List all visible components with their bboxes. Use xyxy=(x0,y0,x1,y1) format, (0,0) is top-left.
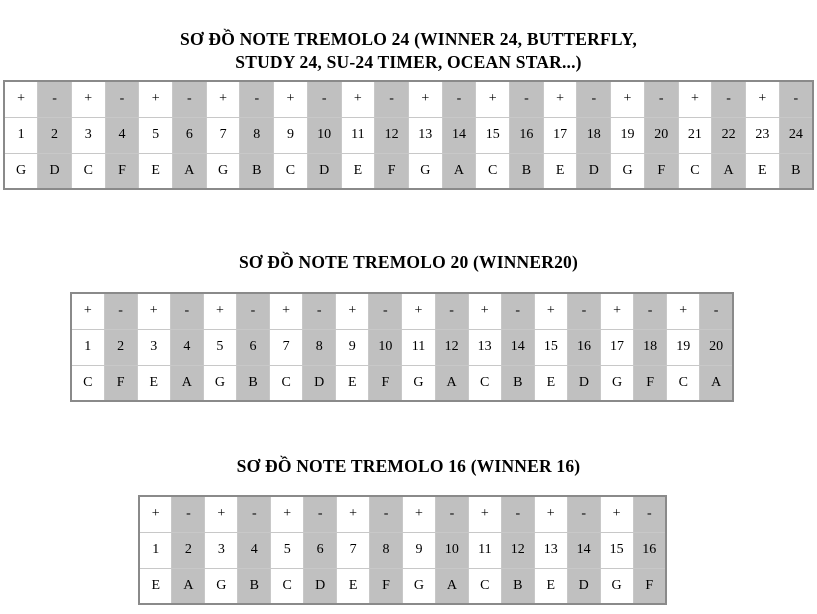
note-cell: A xyxy=(435,568,468,604)
sign-cell: + xyxy=(274,81,308,117)
hole-number-cell: 18 xyxy=(634,329,667,365)
hole-number-row xyxy=(139,532,666,568)
note-cell: G xyxy=(402,365,435,401)
sign-cell: + xyxy=(476,81,510,117)
note-cell: C xyxy=(678,153,712,189)
sign-cell: + xyxy=(678,81,712,117)
hole-number-cell: 7 xyxy=(206,117,240,153)
chart-24-table xyxy=(3,80,814,190)
sign-cell: - xyxy=(236,293,269,329)
hole-number-cell: 9 xyxy=(403,532,436,568)
note-row xyxy=(4,153,813,189)
sign-cell: - xyxy=(105,81,139,117)
sign-cell: + xyxy=(601,293,634,329)
note-cell: G xyxy=(601,365,634,401)
note-cell: B xyxy=(238,568,271,604)
note-cell: D xyxy=(304,568,337,604)
chart-20-title-line-1: SƠ ĐỒ NOTE TREMOLO 20 (WINNER20) xyxy=(238,252,579,272)
note-cell: A xyxy=(700,365,733,401)
hole-number-cell: 8 xyxy=(240,117,274,153)
hole-number-cell: 20 xyxy=(644,117,678,153)
sign-cell: + xyxy=(139,81,173,117)
hole-number-cell: 5 xyxy=(139,117,173,153)
note-cell: F xyxy=(634,365,667,401)
sign-cell: - xyxy=(369,293,402,329)
hole-number-cell: 9 xyxy=(336,329,369,365)
hole-number-cell: 20 xyxy=(700,329,733,365)
sign-row xyxy=(139,496,666,532)
chart-20-title xyxy=(0,251,817,274)
sign-cell: + xyxy=(468,496,501,532)
sign-cell: - xyxy=(170,293,203,329)
note-cell: F xyxy=(375,153,409,189)
chart-16-table xyxy=(138,495,667,605)
sign-cell: - xyxy=(712,81,746,117)
sign-cell: - xyxy=(304,496,337,532)
hole-number-cell: 16 xyxy=(510,117,544,153)
sign-cell: - xyxy=(700,293,733,329)
note-cell: D xyxy=(303,365,336,401)
note-cell: C xyxy=(271,568,304,604)
sign-cell: + xyxy=(336,293,369,329)
sign-cell: + xyxy=(270,293,303,329)
hole-number-cell: 18 xyxy=(577,117,611,153)
hole-number-cell: 1 xyxy=(139,532,172,568)
hole-number-cell: 2 xyxy=(38,117,72,153)
note-cell: E xyxy=(139,568,172,604)
hole-number-cell: 17 xyxy=(543,117,577,153)
note-cell: C xyxy=(71,365,104,401)
sign-cell: - xyxy=(173,81,207,117)
note-cell: G xyxy=(403,568,436,604)
hole-number-cell: 19 xyxy=(667,329,700,365)
hole-number-cell: 15 xyxy=(476,117,510,153)
note-cell: D xyxy=(307,153,341,189)
chart-24-title-line-1: SƠ ĐỒ NOTE TREMOLO 24 (WINNER 24, BUTTERFLY, xyxy=(180,29,637,49)
hole-number-cell: 5 xyxy=(271,532,304,568)
note-cell: E xyxy=(137,365,170,401)
sign-cell: - xyxy=(644,81,678,117)
hole-number-cell: 23 xyxy=(745,117,779,153)
hole-number-cell: 13 xyxy=(534,532,567,568)
hole-number-cell: 13 xyxy=(468,329,501,365)
note-cell: D xyxy=(567,365,600,401)
sign-cell: - xyxy=(634,293,667,329)
sign-cell: + xyxy=(600,496,633,532)
hole-number-cell: 15 xyxy=(534,329,567,365)
note-cell: G xyxy=(203,365,236,401)
note-cell: B xyxy=(501,568,534,604)
note-cell: E xyxy=(543,153,577,189)
note-cell: A xyxy=(442,153,476,189)
note-cell: E xyxy=(534,568,567,604)
sign-cell: - xyxy=(370,496,403,532)
note-cell: B xyxy=(510,153,544,189)
note-cell: C xyxy=(667,365,700,401)
sign-cell: + xyxy=(203,293,236,329)
note-cell: E xyxy=(337,568,370,604)
sign-cell: + xyxy=(271,496,304,532)
note-cell: C xyxy=(274,153,308,189)
hole-number-cell: 4 xyxy=(238,532,271,568)
sign-cell: - xyxy=(172,496,205,532)
hole-number-cell: 10 xyxy=(435,532,468,568)
note-cell: A xyxy=(170,365,203,401)
sign-cell: - xyxy=(38,81,72,117)
note-cell: E xyxy=(341,153,375,189)
note-cell: A xyxy=(435,365,468,401)
sign-cell: - xyxy=(501,496,534,532)
hole-number-cell: 2 xyxy=(172,532,205,568)
sign-cell: - xyxy=(375,81,409,117)
note-row xyxy=(139,568,666,604)
sign-cell: - xyxy=(303,293,336,329)
note-cell: B xyxy=(779,153,813,189)
hole-number-cell: 4 xyxy=(105,117,139,153)
hole-number-cell: 10 xyxy=(369,329,402,365)
hole-number-cell: 3 xyxy=(71,117,105,153)
sign-cell: + xyxy=(205,496,238,532)
sign-cell: - xyxy=(577,81,611,117)
sign-cell: + xyxy=(337,496,370,532)
sign-cell: - xyxy=(238,496,271,532)
hole-number-cell: 14 xyxy=(501,329,534,365)
hole-number-cell: 6 xyxy=(236,329,269,365)
note-cell: F xyxy=(633,568,666,604)
hole-number-cell: 6 xyxy=(304,532,337,568)
hole-number-cell: 17 xyxy=(601,329,634,365)
chart-24-title-line-2: STUDY 24, SU-24 TIMER, OCEAN STAR...) xyxy=(235,52,582,72)
sign-cell: + xyxy=(71,293,104,329)
sign-cell: - xyxy=(779,81,813,117)
note-cell: E xyxy=(336,365,369,401)
note-cell: C xyxy=(468,365,501,401)
sign-cell: - xyxy=(442,81,476,117)
chart-16-title xyxy=(0,455,817,478)
hole-number-cell: 11 xyxy=(341,117,375,153)
note-cell: G xyxy=(408,153,442,189)
hole-number-cell: 6 xyxy=(173,117,207,153)
hole-number-cell: 19 xyxy=(611,117,645,153)
note-cell: A xyxy=(173,153,207,189)
chart-20-table xyxy=(70,292,734,402)
note-cell: B xyxy=(501,365,534,401)
hole-number-cell: 12 xyxy=(501,532,534,568)
hole-number-cell: 8 xyxy=(370,532,403,568)
sign-cell: + xyxy=(403,496,436,532)
note-cell: C xyxy=(270,365,303,401)
sign-cell: - xyxy=(633,496,666,532)
sign-cell: - xyxy=(104,293,137,329)
sign-cell: + xyxy=(468,293,501,329)
hole-number-cell: 16 xyxy=(567,329,600,365)
sign-cell: + xyxy=(137,293,170,329)
hole-number-cell: 11 xyxy=(402,329,435,365)
note-cell: E xyxy=(139,153,173,189)
sign-cell: - xyxy=(240,81,274,117)
sign-cell: - xyxy=(510,81,544,117)
note-cell: B xyxy=(240,153,274,189)
note-row xyxy=(71,365,733,401)
note-cell: A xyxy=(712,153,746,189)
sign-cell: - xyxy=(501,293,534,329)
sign-cell: + xyxy=(408,81,442,117)
hole-number-cell: 7 xyxy=(337,532,370,568)
sign-cell: + xyxy=(534,496,567,532)
note-cell: B xyxy=(236,365,269,401)
sign-cell: - xyxy=(307,81,341,117)
hole-number-cell: 14 xyxy=(442,117,476,153)
hole-number-cell: 7 xyxy=(270,329,303,365)
chart-24-title xyxy=(0,28,817,74)
note-cell: C xyxy=(71,153,105,189)
hole-number-cell: 16 xyxy=(633,532,666,568)
sign-cell: + xyxy=(534,293,567,329)
note-cell: C xyxy=(476,153,510,189)
sign-cell: - xyxy=(567,496,600,532)
hole-number-cell: 8 xyxy=(303,329,336,365)
sign-cell: + xyxy=(206,81,240,117)
note-cell: F xyxy=(104,365,137,401)
hole-number-cell: 3 xyxy=(205,532,238,568)
note-cell: D xyxy=(577,153,611,189)
hole-number-cell: 2 xyxy=(104,329,137,365)
note-cell: A xyxy=(172,568,205,604)
sign-cell: + xyxy=(611,81,645,117)
note-cell: E xyxy=(745,153,779,189)
note-cell: F xyxy=(105,153,139,189)
hole-number-cell: 10 xyxy=(307,117,341,153)
note-cell: G xyxy=(206,153,240,189)
hole-number-cell: 14 xyxy=(567,532,600,568)
note-cell: F xyxy=(370,568,403,604)
sign-cell: - xyxy=(567,293,600,329)
note-cell: G xyxy=(611,153,645,189)
sign-cell: + xyxy=(402,293,435,329)
sign-cell: + xyxy=(341,81,375,117)
note-cell: G xyxy=(205,568,238,604)
note-cell: E xyxy=(534,365,567,401)
hole-number-cell: 11 xyxy=(468,532,501,568)
hole-number-cell: 21 xyxy=(678,117,712,153)
note-cell: C xyxy=(468,568,501,604)
hole-number-cell: 3 xyxy=(137,329,170,365)
sign-cell: - xyxy=(435,293,468,329)
hole-number-row xyxy=(4,117,813,153)
sign-row xyxy=(71,293,733,329)
hole-number-cell: 12 xyxy=(375,117,409,153)
sign-cell: + xyxy=(4,81,38,117)
hole-number-cell: 13 xyxy=(408,117,442,153)
hole-number-row xyxy=(71,329,733,365)
hole-number-cell: 22 xyxy=(712,117,746,153)
hole-number-cell: 24 xyxy=(779,117,813,153)
hole-number-cell: 1 xyxy=(71,329,104,365)
hole-number-cell: 1 xyxy=(4,117,38,153)
note-cell: F xyxy=(644,153,678,189)
hole-number-cell: 4 xyxy=(170,329,203,365)
note-cell: G xyxy=(600,568,633,604)
hole-number-cell: 12 xyxy=(435,329,468,365)
sign-cell: + xyxy=(71,81,105,117)
note-cell: D xyxy=(38,153,72,189)
hole-number-cell: 15 xyxy=(600,532,633,568)
hole-number-cell: 9 xyxy=(274,117,308,153)
chart-16-title-line-1: SƠ ĐỒ NOTE TREMOLO 16 (WINNER 16) xyxy=(236,456,581,476)
note-cell: D xyxy=(567,568,600,604)
sign-cell: + xyxy=(667,293,700,329)
note-cell: G xyxy=(4,153,38,189)
sign-cell: + xyxy=(543,81,577,117)
note-cell: F xyxy=(369,365,402,401)
hole-number-cell: 5 xyxy=(203,329,236,365)
sign-cell: - xyxy=(435,496,468,532)
sign-cell: + xyxy=(139,496,172,532)
sign-cell: + xyxy=(745,81,779,117)
sign-row xyxy=(4,81,813,117)
